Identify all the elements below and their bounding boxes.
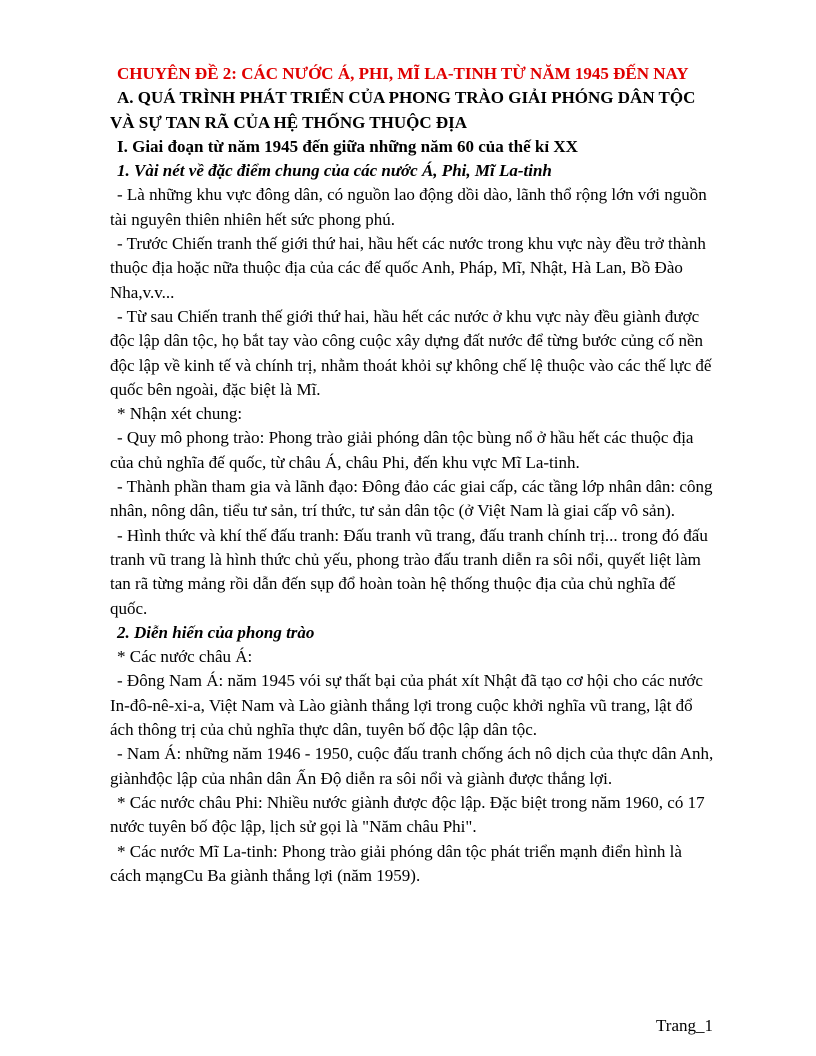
- section-a-heading: A. QUÁ TRÌNH PHÁT TRIỂN CỦA PHONG TRÀO GIẢI PHÓNG DÂN TỘC VÀ SỰ TAN RÃ CỦA HỆ THỐNG THUỘC ĐỊA: [110, 88, 696, 132]
- paragraph: - Nam Á: những năm 1946 - 1950, cuộc đấu tranh chống ách nô dịch của thực dân Anh, giànhđộc lập của nhân dân Ấn Độ diễn ra sôi nổi và giành được thắng lợi.: [110, 744, 714, 788]
- paragraph: - Hình thức và khí thế đấu tranh: Đấu tranh vũ trang, đấu tranh chính trị... trong đó đấu tranh vũ trang là hình thức chủ yếu, phong trào đấu tranh diễn ra sôi nổi, quyết liệt làm tan rã từng mảng rồi dẫn đến sụp đổ hoàn toàn hệ thống thuộc địa của chủ nghĩa đế quốc.: [110, 525, 708, 618]
- paragraph: - Trước Chiến tranh thế giới thứ hai, hầu hết các nước trong khu vực này đều trở thành thuộc địa hoặc nữa thuộc địa của các đế quốc Anh, Pháp, Mĩ, Nhật, Hà Lan, Bồ Đào Nha,v.v...: [110, 234, 706, 302]
- paragraph: * Các nước Mĩ La-tinh: Phong trào giải phóng dân tộc phát triển mạnh điển hình là cách mạngCu Ba giành thắng lợi (năm 1959).: [110, 841, 682, 885]
- section-i-heading: I. Giai đoạn từ năm 1945 đến giữa những năm 60 của thế kỉ XX: [117, 136, 578, 156]
- paragraph: * Nhận xét chung:: [117, 404, 243, 424]
- paragraph: - Từ sau Chiến tranh thế giới thứ hai, hầu hết các nước ở khu vực này đều giành được độc lập dân tộc, họ bắt tay vào công cuộc xây dựng đất nước để từng bước củng cố nền độc lập về kinh tế và chính trị, nhằm thoát khỏi sự không chế lệ thuộc vào các thế lực đế quốc bên ngoài, đặc biệt là Mĩ.: [110, 306, 712, 399]
- paragraph: * Các nước châu Phi: Nhiều nước giành được độc lập. Đặc biệt trong năm 1960, có 17 nước tuyên bố độc lập, lịch sử gọi là "Năm châu Phi".: [110, 792, 705, 837]
- page-number: Trang_1: [656, 1016, 713, 1035]
- paragraph: - Quy mô phong trào: Phong trào giải phóng dân tộc bùng nổ ở hầu hết các thuộc địa của chủ nghĩa đế quốc, từ châu Á, châu Phi, đến khu vực Mĩ La-tinh.: [110, 428, 694, 472]
- paragraph: * Các nước châu Á:: [117, 647, 253, 667]
- document-title: CHUYÊN ĐỀ 2: CÁC NƯỚC Á, PHI, MĨ LA-TINH TỪ NĂM 1945 ĐẾN NAY: [117, 64, 689, 83]
- paragraph: - Là những khu vực đông dân, có nguồn lao động dồi dào, lãnh thổ rộng lớn với nguồn tài nguyên thiên nhiên hết sức phong phú.: [110, 185, 707, 229]
- subsection-2-heading: 2. Diễn hiến của phong trào: [117, 622, 315, 642]
- paragraph: - Đông Nam Á: năm 1945 vói sự thất bại của phát xít Nhật đã tạo cơ hội cho các nước In-đô-nê-xi-a, Việt Nam và Lào giành thắng lợi trong cuộc khởi nghĩa vũ trang, lật đổ ách thông trị của chủ nghĩa thực dân, tuyên bố độc lập dân tộc.: [110, 671, 703, 740]
- paragraph: - Thành phần tham gia và lãnh đạo: Đông đảo các giai cấp, các tầng lớp nhân dân: công nhân, nông dân, tiểu tư sản, trí thức, tư sản dân tộc (ở Việt Nam là giai cấp vô sản).: [110, 477, 713, 521]
- subsection-1-heading: 1. Vài nét về đặc điểm chung của các nước Á, Phi, Mĩ La-tinh: [117, 161, 552, 181]
- document-body: [110, 62, 714, 888]
